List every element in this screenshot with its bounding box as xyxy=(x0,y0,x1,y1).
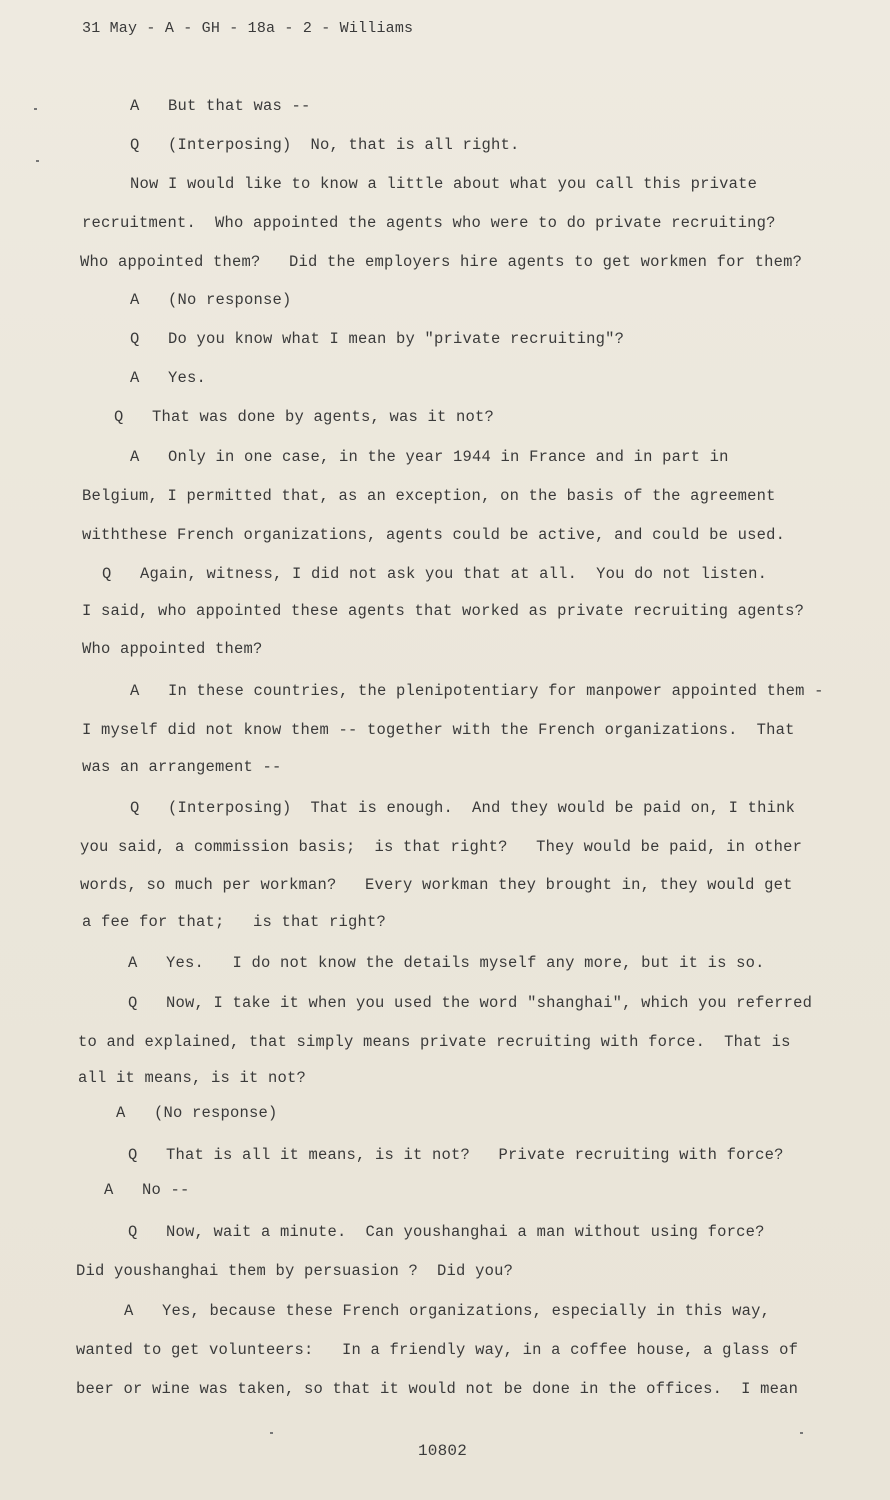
transcript-line: Who appointed them? Did the employers hire agents to get workmen for them? xyxy=(80,253,803,271)
transcript-line: Now I would like to know a little about what you call this private xyxy=(130,175,758,193)
transcript-line: Did youshanghai them by persuasion ? Did you? xyxy=(76,1262,514,1280)
transcript-line: to and explained, that simply means private recruiting with force. That is xyxy=(78,1033,791,1051)
transcript-line: Q Do you know what I mean by "private recruiting"? xyxy=(130,330,625,348)
transcript-line: all it means, is it not? xyxy=(78,1069,307,1087)
transcript-line: beer or wine was taken, so that it would not be done in the offices. I mean xyxy=(76,1380,799,1398)
transcript-line: Q That is all it means, is it not? Private recruiting with force? xyxy=(128,1146,784,1164)
transcript-line: you said, a commission basis; is that right? They would be paid, in other xyxy=(80,838,803,856)
transcript-line: A No -- xyxy=(104,1181,190,1199)
transcript-line: A (No response) xyxy=(116,1104,278,1122)
transcript-line: A Yes. I do not know the details myself any more, but it is so. xyxy=(128,954,765,972)
transcript-line: withthese French organizations, agents could be active, and could be used. xyxy=(82,526,786,544)
transcript-line: Q (Interposing) No, that is all right. xyxy=(130,136,520,154)
transcript-line: Q Again, witness, I did not ask you that at all. You do not listen. xyxy=(102,565,768,583)
transcript-line: Q (Interposing) That is enough. And they would be paid on, I think xyxy=(130,799,796,817)
margin-mark xyxy=(800,1432,803,1434)
transcript-line: A Yes, because these French organizations, especially in this way, xyxy=(124,1302,771,1320)
transcript-line: A But that was -- xyxy=(130,97,311,115)
page-number: 10802 xyxy=(418,1442,468,1460)
transcript-line: a fee for that; is that right? xyxy=(82,913,387,931)
transcript-line: I said, who appointed these agents that worked as private recruiting agents? xyxy=(82,602,805,620)
transcript-line: A Only in one case, in the year 1944 in France and in part in xyxy=(130,448,729,466)
margin-mark xyxy=(34,108,37,110)
transcript-line: Q That was done by agents, was it not? xyxy=(114,408,495,426)
transcript-line: A Yes. xyxy=(130,369,207,387)
margin-mark xyxy=(270,1432,273,1434)
transcript-line: Q Now, wait a minute. Can youshanghai a man without using force? xyxy=(128,1223,765,1241)
transcript-line: I myself did not know them -- together with the French organizations. That xyxy=(82,721,795,739)
margin-mark xyxy=(36,160,39,162)
page-header: 31 May - A - GH - 18a - 2 - Williams xyxy=(82,20,414,37)
transcript-line: was an arrangement -- xyxy=(82,758,282,776)
transcript-line: Belgium, I permitted that, as an exception, on the basis of the agreement xyxy=(82,487,776,505)
transcript-line: words, so much per workman? Every workman they brought in, they would get xyxy=(80,876,793,894)
transcript-line: A (No response) xyxy=(130,291,292,309)
transcript-line: A In these countries, the plenipotentiary for manpower appointed them - xyxy=(130,682,824,700)
transcript-line: Who appointed them? xyxy=(82,640,263,658)
transcript-line: Q Now, I take it when you used the word "shanghai", which you referred xyxy=(128,994,813,1012)
transcript-line: wanted to get volunteers: In a friendly way, in a coffee house, a glass of xyxy=(76,1341,799,1359)
transcript-line: recruitment. Who appointed the agents who were to do private recruiting? xyxy=(82,214,776,232)
